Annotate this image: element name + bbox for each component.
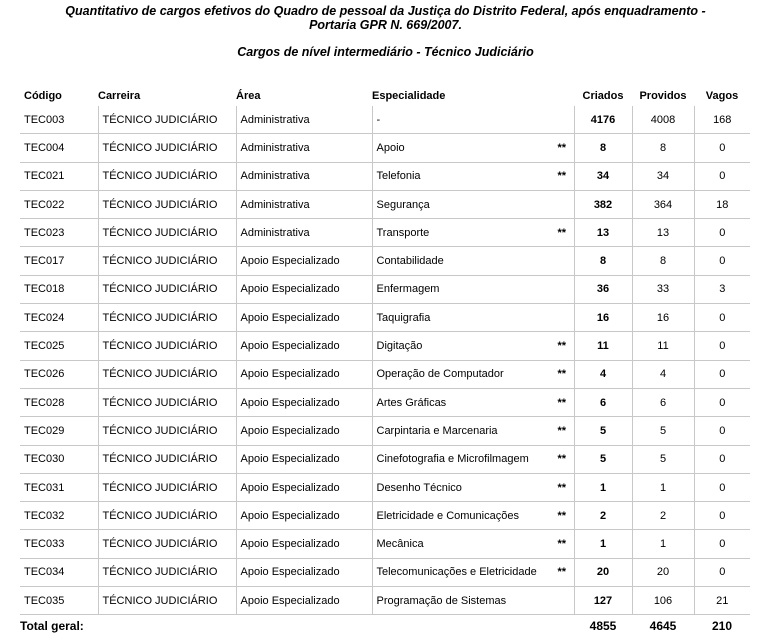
cell-codigo: TEC030 (20, 445, 98, 473)
cell-vagos: 0 (694, 530, 750, 558)
cell-providos: 13 (632, 219, 694, 247)
table-row (20, 134, 750, 162)
cell-providos: 1 (632, 530, 694, 558)
cell-criados: 16 (574, 304, 632, 332)
cell-criados: 4176 (574, 106, 632, 134)
cell-codigo: TEC029 (20, 417, 98, 445)
table-row (20, 445, 750, 473)
cell-carreira: TÉCNICO JUDICIÁRIO (98, 388, 236, 416)
cell-codigo: TEC017 (20, 247, 98, 275)
header-criados: Criados (582, 90, 624, 102)
cell-flag: ** (550, 473, 574, 501)
cell-codigo: TEC003 (20, 106, 98, 134)
cell-codigo: TEC028 (20, 388, 98, 416)
table-row (20, 332, 750, 360)
cell-codigo: TEC035 (20, 587, 98, 615)
cell-providos: 6 (632, 388, 694, 416)
cell-area: Apoio Especializado (236, 360, 372, 388)
cell-carreira: TÉCNICO JUDICIÁRIO (98, 162, 236, 190)
table-row (20, 106, 750, 134)
cell-vagos: 0 (694, 558, 750, 586)
cell-criados: 4 (574, 360, 632, 388)
header-vagos: Vagos (705, 90, 739, 102)
table-row (20, 247, 750, 275)
cell-especialidade: Telefonia (372, 162, 550, 190)
header-especialidade: Especialidade (372, 90, 446, 102)
total-vagos: 210 (694, 615, 750, 638)
cell-area: Administrativa (236, 162, 372, 190)
cell-area: Apoio Especializado (236, 530, 372, 558)
cell-especialidade: Taquigrafia (372, 304, 550, 332)
cell-area: Apoio Especializado (236, 558, 372, 586)
cell-vagos: 0 (694, 388, 750, 416)
cell-area: Apoio Especializado (236, 304, 372, 332)
cell-vagos: 21 (694, 587, 750, 615)
cell-criados: 6 (574, 388, 632, 416)
cell-criados: 11 (574, 332, 632, 360)
cell-carreira: TÉCNICO JUDICIÁRIO (98, 190, 236, 218)
cell-criados: 382 (574, 190, 632, 218)
cell-especialidade: Transporte (372, 219, 550, 247)
cell-vagos: 0 (694, 247, 750, 275)
cell-carreira: TÉCNICO JUDICIÁRIO (98, 332, 236, 360)
cell-vagos: 168 (694, 106, 750, 134)
cell-especialidade: Operação de Computador (372, 360, 550, 388)
cell-carreira: TÉCNICO JUDICIÁRIO (98, 304, 236, 332)
cell-vagos: 0 (694, 134, 750, 162)
cell-flag: ** (550, 360, 574, 388)
total-label: Total geral: (20, 615, 574, 638)
cell-area: Apoio Especializado (236, 332, 372, 360)
cell-vagos: 0 (694, 417, 750, 445)
cell-providos: 16 (632, 304, 694, 332)
table-header-row (20, 86, 750, 106)
cell-criados: 5 (574, 445, 632, 473)
cell-especialidade: Artes Gráficas (372, 388, 550, 416)
cell-flag (550, 587, 574, 615)
cell-criados: 13 (574, 219, 632, 247)
cell-providos: 33 (632, 275, 694, 303)
cell-especialidade: Digitação (372, 332, 550, 360)
cell-carreira: TÉCNICO JUDICIÁRIO (98, 530, 236, 558)
cell-area: Apoio Especializado (236, 502, 372, 530)
cell-especialidade: Apoio (372, 134, 550, 162)
cell-flag: ** (550, 332, 574, 360)
cell-vagos: 0 (694, 445, 750, 473)
cell-criados: 1 (574, 473, 632, 501)
positions-table (20, 86, 750, 637)
cell-area: Administrativa (236, 190, 372, 218)
cell-criados: 34 (574, 162, 632, 190)
header-providos: Providos (639, 90, 687, 102)
cell-codigo: TEC021 (20, 162, 98, 190)
cell-criados: 1 (574, 530, 632, 558)
cell-providos: 4 (632, 360, 694, 388)
cell-carreira: TÉCNICO JUDICIÁRIO (98, 473, 236, 501)
cell-criados: 2 (574, 502, 632, 530)
cell-especialidade: Desenho Técnico (372, 473, 550, 501)
cell-codigo: TEC023 (20, 219, 98, 247)
table-row (20, 219, 750, 247)
cell-flag (550, 106, 574, 134)
cell-especialidade: Contabilidade (372, 247, 550, 275)
cell-vagos: 3 (694, 275, 750, 303)
cell-providos: 34 (632, 162, 694, 190)
cell-vagos: 0 (694, 360, 750, 388)
cell-vagos: 0 (694, 219, 750, 247)
cell-area: Administrativa (236, 219, 372, 247)
cell-vagos: 0 (694, 502, 750, 530)
cell-carreira: TÉCNICO JUDICIÁRIO (98, 275, 236, 303)
table-row (20, 530, 750, 558)
cell-providos: 364 (632, 190, 694, 218)
cell-providos: 106 (632, 587, 694, 615)
cell-criados: 8 (574, 247, 632, 275)
cell-especialidade: Mecânica (372, 530, 550, 558)
cell-area: Apoio Especializado (236, 417, 372, 445)
cell-especialidade: Telecomunicações e Eletricidade (372, 558, 550, 586)
cell-criados: 8 (574, 134, 632, 162)
cell-area: Apoio Especializado (236, 275, 372, 303)
cell-flag: ** (550, 219, 574, 247)
cell-criados: 5 (574, 417, 632, 445)
total-providos: 4645 (632, 615, 694, 638)
cell-carreira: TÉCNICO JUDICIÁRIO (98, 558, 236, 586)
cell-carreira: TÉCNICO JUDICIÁRIO (98, 445, 236, 473)
table-row (20, 388, 750, 416)
cell-carreira: TÉCNICO JUDICIÁRIO (98, 502, 236, 530)
table-row (20, 558, 750, 586)
table-row (20, 502, 750, 530)
cell-especialidade: Eletricidade e Comunicações (372, 502, 550, 530)
cell-codigo: TEC022 (20, 190, 98, 218)
cell-flag: ** (550, 417, 574, 445)
cell-flag (550, 304, 574, 332)
table-row (20, 275, 750, 303)
cell-area: Apoio Especializado (236, 445, 372, 473)
cell-flag: ** (550, 134, 574, 162)
cell-flag (550, 190, 574, 218)
cell-providos: 1 (632, 473, 694, 501)
cell-flag: ** (550, 530, 574, 558)
table-row (20, 190, 750, 218)
cell-providos: 11 (632, 332, 694, 360)
cell-providos: 5 (632, 417, 694, 445)
cell-carreira: TÉCNICO JUDICIÁRIO (98, 134, 236, 162)
cell-codigo: TEC034 (20, 558, 98, 586)
cell-vagos: 0 (694, 473, 750, 501)
cell-area: Administrativa (236, 134, 372, 162)
cell-especialidade: Enfermagem (372, 275, 550, 303)
header-area: Área (236, 90, 261, 102)
cell-carreira: TÉCNICO JUDICIÁRIO (98, 417, 236, 445)
cell-area: Apoio Especializado (236, 473, 372, 501)
cell-codigo: TEC026 (20, 360, 98, 388)
cell-area: Apoio Especializado (236, 587, 372, 615)
cell-codigo: TEC033 (20, 530, 98, 558)
cell-providos: 2 (632, 502, 694, 530)
cell-codigo: TEC032 (20, 502, 98, 530)
cell-criados: 20 (574, 558, 632, 586)
cell-providos: 4008 (632, 106, 694, 134)
cell-providos: 5 (632, 445, 694, 473)
cell-flag: ** (550, 502, 574, 530)
total-criados: 4855 (574, 615, 632, 638)
cell-vagos: 0 (694, 162, 750, 190)
cell-flag (550, 247, 574, 275)
cell-codigo: TEC024 (20, 304, 98, 332)
document-title-line2: Portaria GPR N. 669/2007. (309, 18, 462, 32)
cell-carreira: TÉCNICO JUDICIÁRIO (98, 360, 236, 388)
cell-codigo: TEC025 (20, 332, 98, 360)
cell-flag: ** (550, 162, 574, 190)
table-row (20, 162, 750, 190)
cell-especialidade: Segurança (372, 190, 550, 218)
header-codigo: Código (24, 90, 62, 102)
header-flag (550, 86, 574, 106)
cell-providos: 8 (632, 134, 694, 162)
cell-carreira: TÉCNICO JUDICIÁRIO (98, 106, 236, 134)
cell-vagos: 0 (694, 332, 750, 360)
cell-especialidade: Programação de Sistemas (372, 587, 550, 615)
cell-area: Apoio Especializado (236, 247, 372, 275)
cell-codigo: TEC018 (20, 275, 98, 303)
document-subtitle: Cargos de nível intermediário - Técnico Judiciário (237, 45, 534, 59)
table-row (20, 417, 750, 445)
cell-especialidade: - (372, 106, 550, 134)
cell-carreira: TÉCNICO JUDICIÁRIO (98, 247, 236, 275)
table-row (20, 473, 750, 501)
cell-carreira: TÉCNICO JUDICIÁRIO (98, 219, 236, 247)
table-row (20, 587, 750, 615)
cell-flag: ** (550, 388, 574, 416)
cell-codigo: TEC004 (20, 134, 98, 162)
table-row (20, 360, 750, 388)
cell-carreira: TÉCNICO JUDICIÁRIO (98, 587, 236, 615)
cell-providos: 8 (632, 247, 694, 275)
document-title-line1: Quantitativo de cargos efetivos do Quadro de pessoal da Justiça do Distrito Federal, após enquadramento - (65, 4, 706, 18)
cell-especialidade: Carpintaria e Marcenaria (372, 417, 550, 445)
cell-flag (550, 275, 574, 303)
table-row (20, 304, 750, 332)
cell-vagos: 18 (694, 190, 750, 218)
cell-codigo: TEC031 (20, 473, 98, 501)
cell-flag: ** (550, 445, 574, 473)
cell-flag: ** (550, 558, 574, 586)
total-row (20, 615, 750, 638)
cell-criados: 36 (574, 275, 632, 303)
cell-criados: 127 (574, 587, 632, 615)
cell-providos: 20 (632, 558, 694, 586)
cell-vagos: 0 (694, 304, 750, 332)
cell-especialidade: Cinefotografia e Microfilmagem (372, 445, 550, 473)
header-carreira: Carreira (98, 90, 141, 102)
cell-area: Administrativa (236, 106, 372, 134)
cell-area: Apoio Especializado (236, 388, 372, 416)
